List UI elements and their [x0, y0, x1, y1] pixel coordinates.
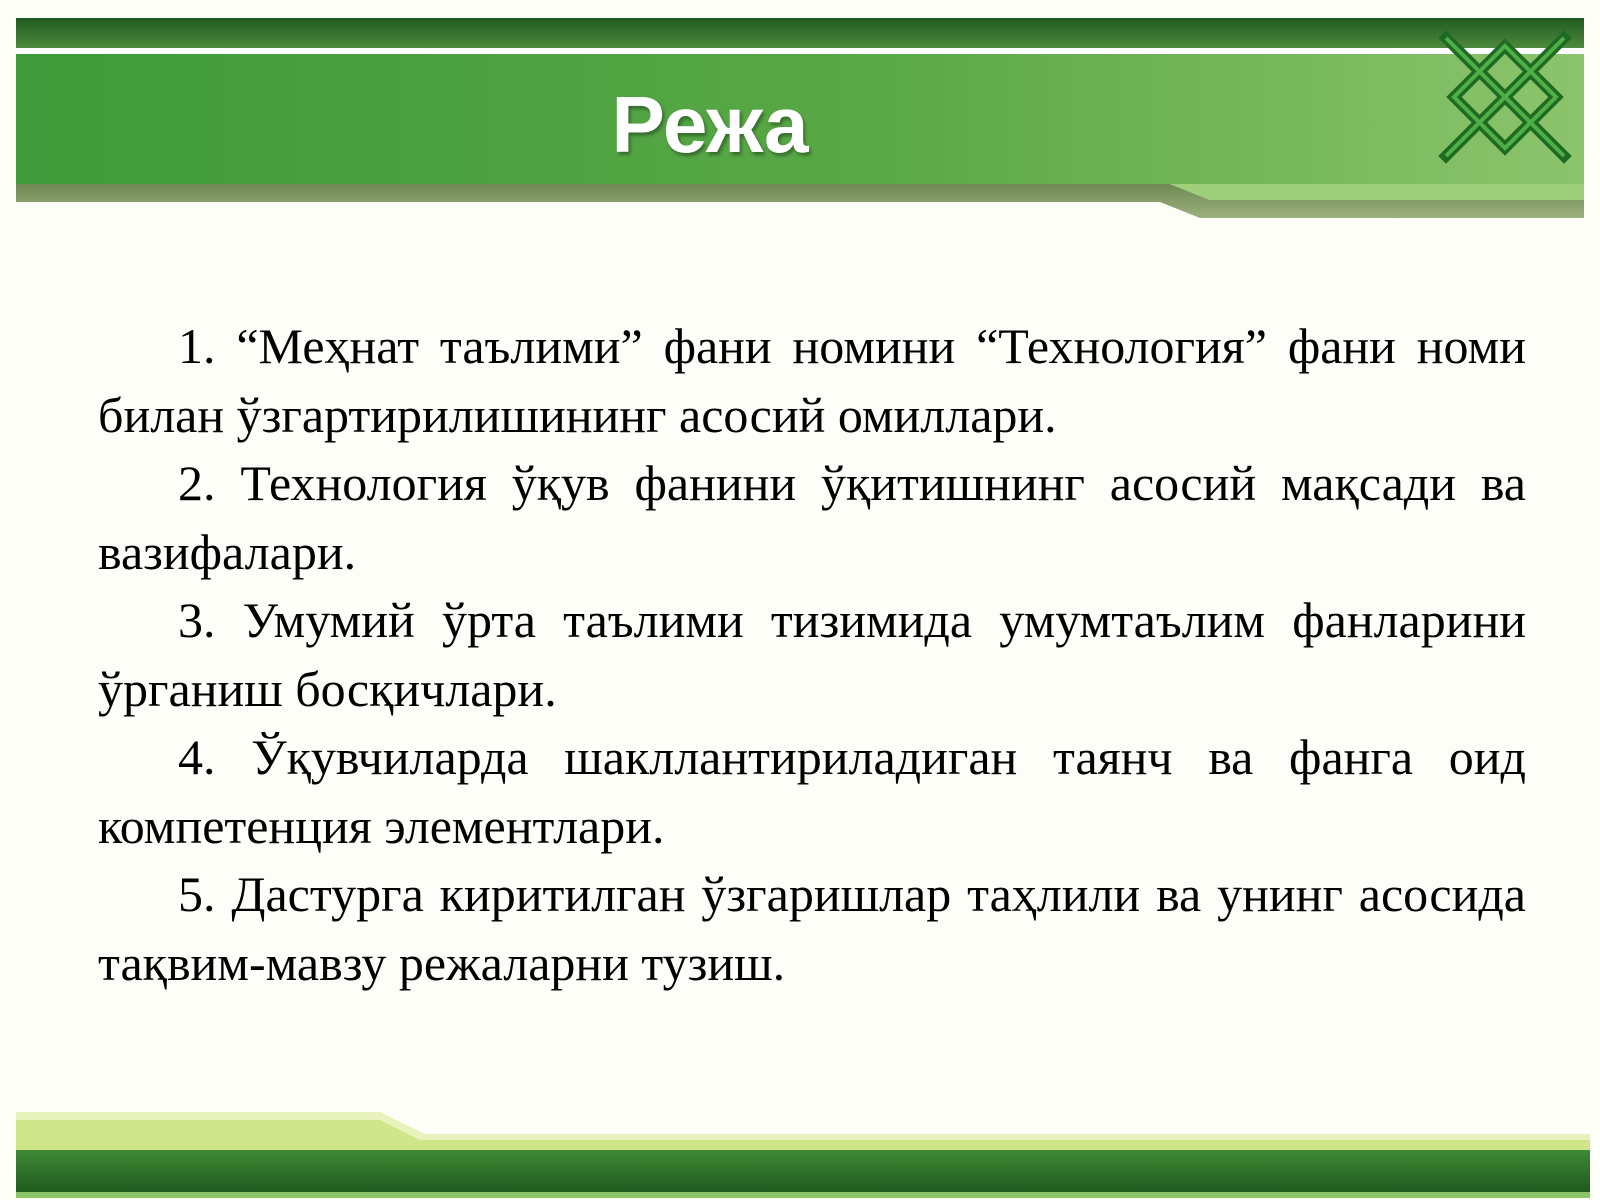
plan-item-1: 1. “Меҳнат таълими” фани номини “Технология” фани номи билан ўзгартирилишининг асосий омиллари.: [98, 318, 1526, 443]
plan-item-5: 5. Дастурга киритилган ўзгаришлар таҳлили ва унинг асосида тақвим-мавзу режаларни тузиш.: [98, 866, 1526, 991]
plan-item-3: 3. Умумий ўрта таълими тизимида умумтаълим фанларини ўрганиш босқичлари.: [98, 592, 1526, 717]
slide-title: Режа: [611, 80, 809, 169]
plan-list: [98, 312, 1526, 997]
header-banner: [0, 0, 1600, 230]
interlaced-knot-logo-icon: [1436, 28, 1574, 166]
plan-item-4: 4. Ўқувчиларда шакллантириладиган таянч ва фанга оид компетенция элементлари.: [98, 729, 1526, 854]
footer-background: [0, 1110, 1600, 1200]
footer-banner: [0, 1110, 1600, 1200]
plan-item-2: 2. Технология ўқув фанини ўқитишнинг асосий мақсади ва вазифалари.: [98, 455, 1526, 580]
